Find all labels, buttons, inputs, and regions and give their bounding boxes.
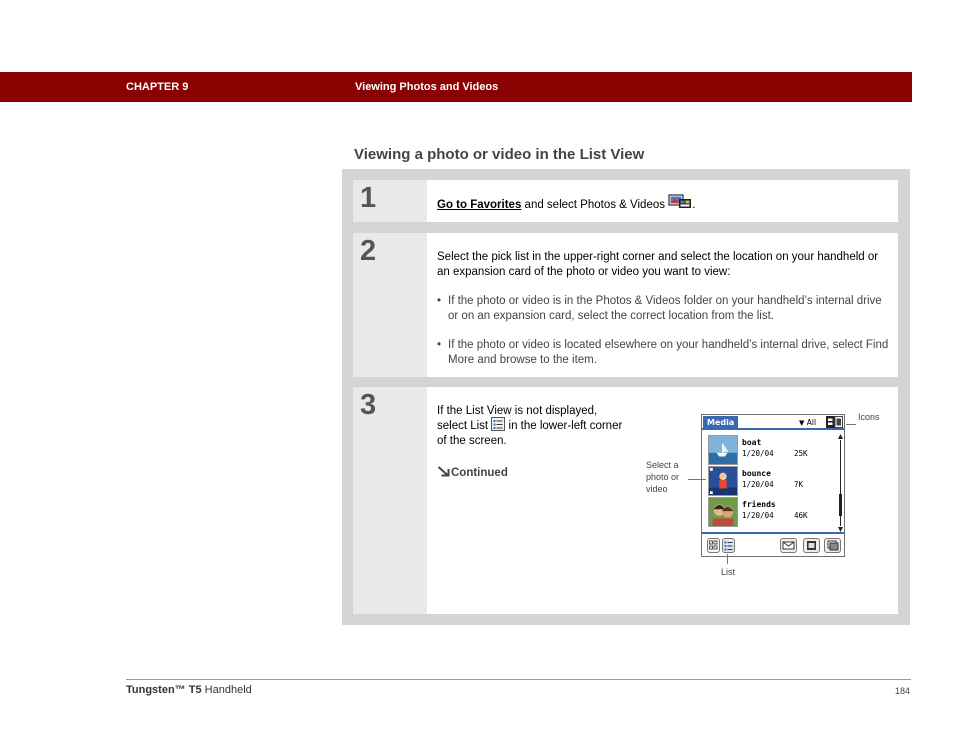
list-view-button[interactable] [722, 538, 735, 553]
view-toggle-icons[interactable] [826, 416, 843, 428]
list-item[interactable] [706, 466, 836, 496]
screen-footer [702, 532, 844, 556]
footer-divider [126, 679, 911, 680]
list-item[interactable] [706, 497, 836, 527]
icons-callout-line [846, 424, 856, 425]
screen-header [702, 415, 844, 430]
list-view-icon [491, 417, 505, 431]
slideshow-icon [825, 539, 840, 552]
step-number-column [353, 387, 427, 614]
step-number-column [353, 233, 427, 377]
item-name: friends [742, 500, 776, 509]
chapter-label: CHAPTER 9 [126, 81, 189, 93]
step-2-intro: Select the pick list in the upper-right corner and select the location on your handheld or an expansion card of the photo or video you want to view: [437, 251, 879, 278]
thumbnail-grid-icon [708, 539, 719, 552]
step-number: 1 [360, 182, 377, 214]
item-size: 25K [794, 449, 808, 458]
footer-suffix: Handheld [204, 684, 252, 696]
item-size: 7K [794, 480, 804, 489]
chevron-down-icon: ▼ [799, 419, 805, 427]
friends-photo-thumbnail [708, 497, 738, 527]
footer-product [126, 684, 252, 696]
step-1-text [437, 198, 890, 213]
step-3-text-after: in the lower-left corner of the screen. [437, 420, 623, 447]
chapter-title: Viewing Photos and Videos [355, 81, 499, 93]
footer-brand: Tungsten™ [126, 684, 186, 696]
step-number: 2 [360, 235, 377, 267]
footer-model: T5 [188, 684, 202, 696]
scrollbar[interactable] [838, 434, 843, 532]
go-to-favorites-link[interactable]: Go to Favorites [437, 199, 522, 211]
thumbnail-view-button[interactable] [707, 538, 720, 553]
bullet-item: • If the photo or video is located elsewhere on your handheld’s internal drive, select Find More and browse to the item. [437, 338, 890, 368]
step-3-text [437, 404, 627, 449]
list-view-icon [723, 539, 734, 552]
select-photo-callout: Select a photo or video [646, 460, 680, 494]
slideshow-button[interactable] [824, 538, 841, 553]
send-button[interactable] [780, 538, 797, 553]
boat-photo-thumbnail [708, 435, 738, 465]
item-date: 1/20/04 [742, 480, 774, 489]
item-date: 1/20/04 [742, 511, 774, 520]
item-name: boat [742, 438, 762, 447]
list-callout: List [721, 567, 736, 577]
step-2-text [437, 250, 890, 368]
step-1-body: and select Photos & Videos [521, 199, 669, 211]
step-1 [353, 180, 898, 222]
album-icon [804, 539, 819, 552]
bounce-video-thumbnail [708, 466, 738, 496]
photos-videos-icon [668, 194, 692, 209]
section-title: Viewing a photo or video in the List View [354, 146, 645, 163]
location-pick-list[interactable] [799, 417, 816, 429]
continued-indicator[interactable] [437, 466, 508, 479]
step-1-period: . [692, 199, 696, 211]
location-pick-list-value: All [806, 418, 817, 427]
step-number: 3 [360, 389, 377, 421]
step-2 [353, 233, 898, 377]
item-date: 1/20/04 [742, 449, 774, 458]
step-3-text-before: If the List View is not displayed, select List [437, 405, 598, 432]
step-number-column [353, 180, 427, 222]
select-callout-line [688, 479, 706, 480]
list-item[interactable] [706, 435, 836, 465]
page-number: 184 [895, 686, 911, 696]
envelope-icon [781, 539, 796, 552]
continued-arrow-icon [437, 466, 451, 477]
icons-callout: Icons [858, 412, 880, 422]
list-callout-line [727, 554, 728, 564]
album-button[interactable] [803, 538, 820, 553]
handheld-screen [701, 414, 845, 557]
bullet-item: • If the photo or video is in the Photos & Videos folder on your handheld’s internal drive or on an expansion card, select the correct location from the list. [437, 294, 890, 324]
item-size: 46K [794, 511, 808, 520]
item-name: bounce [742, 469, 771, 478]
category-label: Media [703, 416, 738, 429]
continued-label: Continued [451, 467, 508, 479]
